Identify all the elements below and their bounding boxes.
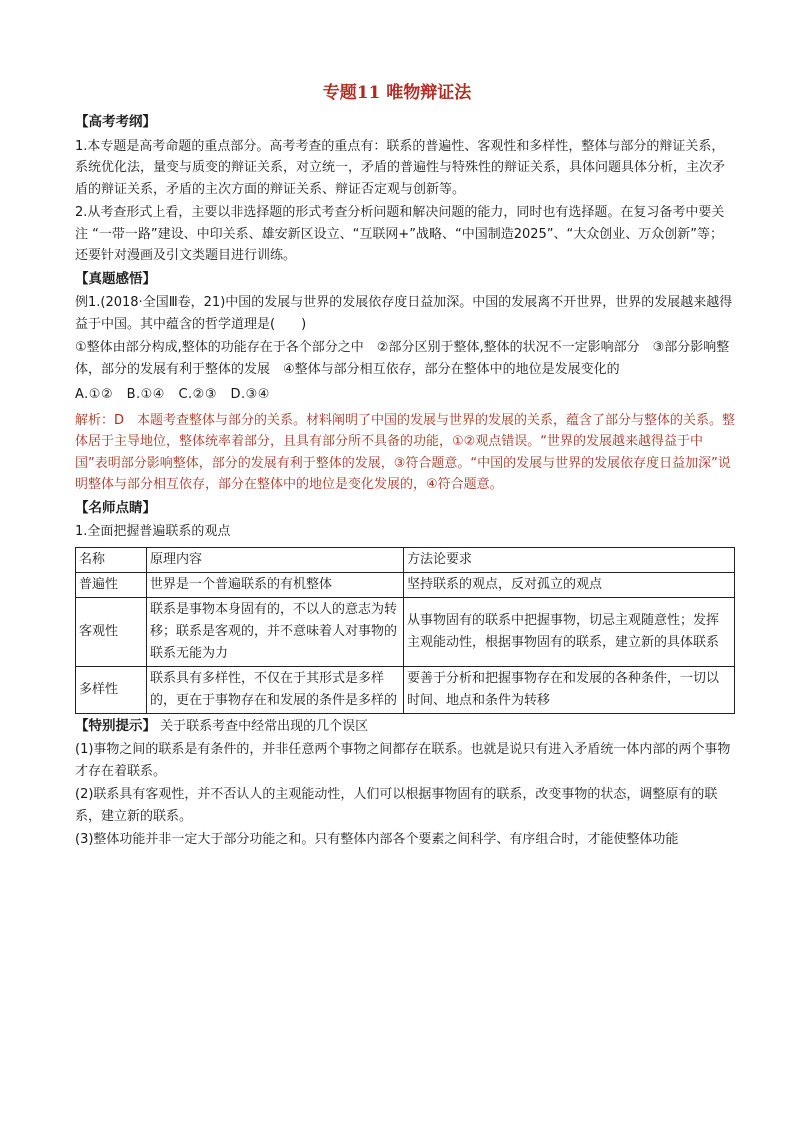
section-heading-exam-outline: 【高考考纲】	[75, 114, 156, 130]
outline-paragraph-1: 1.本专题是高考命题的重点部分。高考考查的重点有：联系的普遍性、客观性和多样性，整体与部分的辩证关系，系统优化法，量变与质变的辩证关系，对立统一，矛盾的普遍性与特殊性的辩证关系，具体问题具体分析，主次矛盾的辩证关系，矛盾的主次方面的辩证关系、辩证否定观与创新等。	[75, 138, 726, 197]
question-statements: ①整体由部分构成,整体的功能存在于各个部分之中 ②部分区别于整体,整体的状况不一定影响部分 ③部分影响整体，部分的发展有利于整体的发展 ④整体与部分相互依存，部分在整体中的地位是发展变化的	[75, 340, 730, 377]
table-cell: 联系具有多样性，不仅在于其形式是多样的，更在于事物存在和发展的条件是多样的	[147, 666, 404, 713]
answer-options: A.①② B.①④ C.②③ D.③④	[75, 387, 270, 402]
section-heading-special-tips: 【特别提示】	[75, 717, 156, 734]
tip-item-3: (3)整体功能并非一定大于部分功能之和。只有整体内部各个要素之间科学、有序组合时，才能使整体功能	[75, 832, 679, 847]
table-cell: 从事物固有的联系中把握事物，切忌主观随意性；发挥主观能动性，根据事物固有的联系，建立新的具体联系	[404, 597, 735, 666]
section-heading-teacher-notes: 【名师点睛】	[75, 499, 156, 516]
section-heading-real-questions: 【真题感悟】	[75, 270, 156, 287]
table-cell: 要善于分析和把握事物存在和发展的各种条件，一切以时间、地点和条件为转移	[404, 666, 735, 713]
table-cell: 客观性	[76, 597, 147, 666]
tip-item-1: (1)事物之间的联系是有条件的，并非任意两个事物之间都存在联系。也就是说只有进入矛盾统一体内部的两个事物才存在着联系。	[75, 742, 731, 779]
tip-item-2: (2)联系具有客观性，并不否认人的主观能动性，人们可以根据事物固有的联系，改变事物的状态，调整原有的联系，建立新的联系。	[75, 787, 718, 824]
table-cell: 普遍性	[76, 572, 147, 597]
connection-table	[75, 547, 735, 714]
example-question: 例1.(2018·全国Ⅲ卷，21)中国的发展与世界的发展依存度日益加深。中国的发展离不开世界，世界的发展越来越得益于中国。其中蕴含的哲学道理是( )	[75, 295, 733, 332]
table-header-cell: 方法论要求	[404, 547, 735, 572]
page-title: 专题11 唯物辩证法	[322, 83, 472, 103]
table-row	[76, 572, 735, 597]
table-row	[76, 597, 735, 666]
table-subtitle: 1.全面把握普遍联系的观点	[75, 524, 231, 539]
table-header-cell: 名称	[76, 547, 147, 572]
answer-explanation: 解析：D 本题考查整体与部分的关系。材料阐明了中国的发展与世界的发展的关系，蕴含了部分与整体的关系。整体居于主导地位，整体统率着部分，且具有部分所不具备的功能，①②观点错误。“世界的发展越来越得益于中国”表明部分影响整体，部分的发展有利于整体的发展，③符合题意。“中国的发展与世界的发展依存度日益加深”说明整体与部分相互依存，部分在整体中的地位是变化发展的，④符合题意。	[75, 412, 736, 492]
table-cell: 坚持联系的观点，反对孤立的观点	[404, 572, 735, 597]
table-cell: 联系是事物本身固有的，不以人的意志为转移；联系是客观的，并不意味着人对事物的联系无能为力	[147, 597, 404, 666]
special-tip-heading-line	[75, 716, 735, 738]
table-row	[76, 666, 735, 713]
table-header-row	[76, 547, 735, 572]
outline-paragraph-2: 2.从考查形式上看，主要以非选择题的形式考查分析问题和解决问题的能力，同时也有选择题。在复习备考中要关注 “一带一路”建设、中印关系、雄安新区设立、“互联网+”战略、“中国制造2025”、“大众创业、万众创新”等；还要针对漫画及引文类题目进行训练。	[75, 205, 725, 263]
table-cell: 多样性	[76, 666, 147, 713]
document-body	[75, 110, 735, 853]
table-header-cell: 原理内容	[147, 547, 404, 572]
special-tip-title: 关于联系考查中经常出现的几个误区	[160, 718, 369, 734]
table-cell: 世界是一个普遍联系的有机整体	[147, 572, 404, 597]
